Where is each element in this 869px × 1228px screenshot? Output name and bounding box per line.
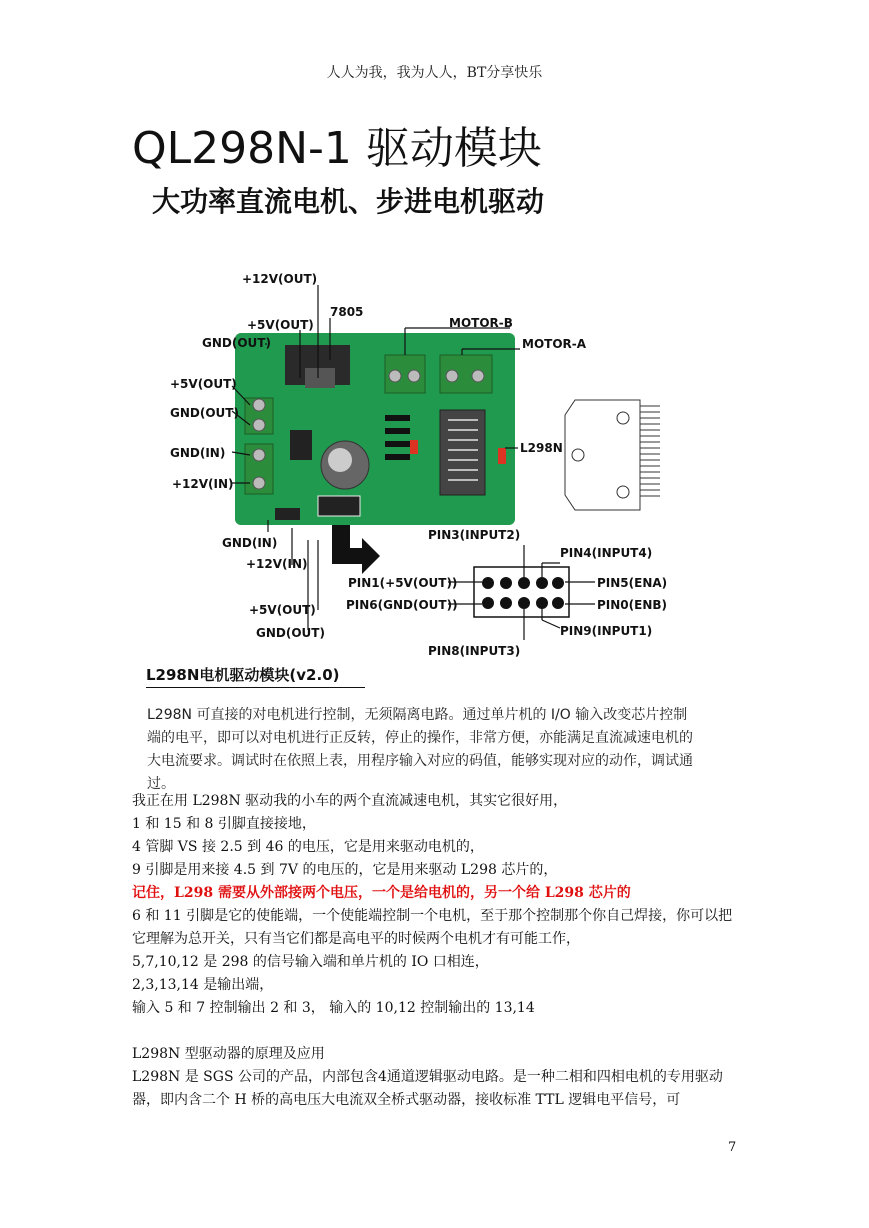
label-7805: 7805	[330, 305, 364, 319]
label-5v-out-bottom: +5V(OUT)	[249, 603, 316, 617]
label-pin1: PIN1(+5V(OUT))	[348, 576, 458, 590]
label-pin4: PIN4(INPUT4)	[560, 546, 653, 560]
body-text	[132, 790, 742, 1112]
paragraph: 我正在用 L298N 驱动我的小车的两个直流减速电机，其实它很好用，	[132, 793, 568, 809]
label-5v-out-top: +5V(OUT)	[247, 318, 314, 332]
warning-paragraph: 记住，L298 需要从外部接两个电压，一个是给电机的，另一个给 L298 芯片的	[132, 885, 631, 901]
module-description: L298N 可直接的对电机进行控制，无须隔离电路。通过单片机的 I/O 输入改变芯片控制端的电平，即可以对电机进行正反转，停止的操作，非常方便，亦能满足直流减速电机的大电流要求。调试时在依照上表，用程序输入对应的码值，能够实现对应的动作，调试通过。	[147, 707, 693, 792]
label-pin8: PIN8(INPUT3)	[428, 644, 521, 658]
label-l298n: L298N	[520, 441, 563, 455]
module-section-title: L298N电机驱动模块(v2.0)	[146, 664, 365, 688]
page-number: 7	[728, 1140, 737, 1155]
paragraph: 1 和 15 和 8 引脚直接接地，	[132, 816, 316, 832]
label-motor-a: MOTOR-A	[522, 337, 587, 351]
l298n-package-diagram	[565, 400, 660, 510]
arrow-icon	[332, 525, 380, 574]
label-pin0: PIN0(ENB)	[597, 598, 668, 612]
label-gnd-out-top: GND(OUT)	[202, 336, 271, 350]
label-gnd-in-left: GND(IN)	[170, 446, 226, 460]
label-motor-b: MOTOR-B	[449, 316, 513, 330]
l298n-chip	[440, 410, 485, 495]
label-pin3: PIN3(INPUT2)	[428, 528, 521, 542]
paragraph: 9 引脚是用来接 4.5 到 7V 的电压的，它是用来驱动 L298 芯片的，	[132, 862, 558, 878]
paragraph: 输入 5 和 7 控制输出 2 和 3， 输入的 10,12 控制输出的 13,14	[132, 1000, 535, 1016]
label-gnd-out-bottom: GND(OUT)	[256, 626, 325, 640]
label-pin6: PIN6(GND(OUT))	[346, 598, 458, 612]
paragraph: 4 管脚 VS 接 2.5 到 46 的电压，它是用来驱动电机的，	[132, 839, 484, 855]
paragraph: 6 和 11 引脚是它的使能端，一个使能端控制一个电机，至于那个控制那个你自己焊接，你可以把它理解为总开关，只有当它们都是高电平的时候两个电机才有可能工作，	[132, 908, 733, 947]
pin-connector-box	[474, 567, 569, 617]
label-12v-in-left: +12V(IN)	[172, 477, 234, 491]
label-12v-in-bottom: +12V(IN)	[246, 557, 308, 571]
module-title-heading: QL298N-1 驱动模块	[132, 123, 542, 174]
label-5v-out-left: +5V(OUT)	[170, 377, 237, 391]
pin-header	[290, 430, 312, 460]
label-pin9: PIN9(INPUT1)	[560, 624, 653, 638]
label-pin5: PIN5(ENA)	[597, 576, 668, 590]
label-gnd-out-left: GND(OUT)	[170, 406, 239, 420]
paragraph: 2,3,13,14 是输出端，	[132, 977, 274, 993]
label-12v-out: +12V(OUT)	[242, 272, 318, 286]
module-subtitle: 大功率直流电机、步进电机驱动	[152, 185, 545, 218]
paragraph: L298N 是 SGS 公司的产品，内部包含4通道逻辑驱动电路。是一种二相和四相电机的专用驱动器，即内含二个 H 桥的高电压大电流双全桥式驱动器，接收标准 TTL 逻辑电平信号，可	[132, 1069, 723, 1108]
paragraph: 5,7,10,12 是 298 的信号输入端和单片机的 IO 口相连，	[132, 954, 489, 970]
page-header: 人人为我，我为人人，BT分享快乐	[326, 65, 543, 81]
section-heading: L298N 型驱动器的原理及应用	[132, 1046, 325, 1062]
label-gnd-in-bottom: GND(IN)	[222, 536, 278, 550]
